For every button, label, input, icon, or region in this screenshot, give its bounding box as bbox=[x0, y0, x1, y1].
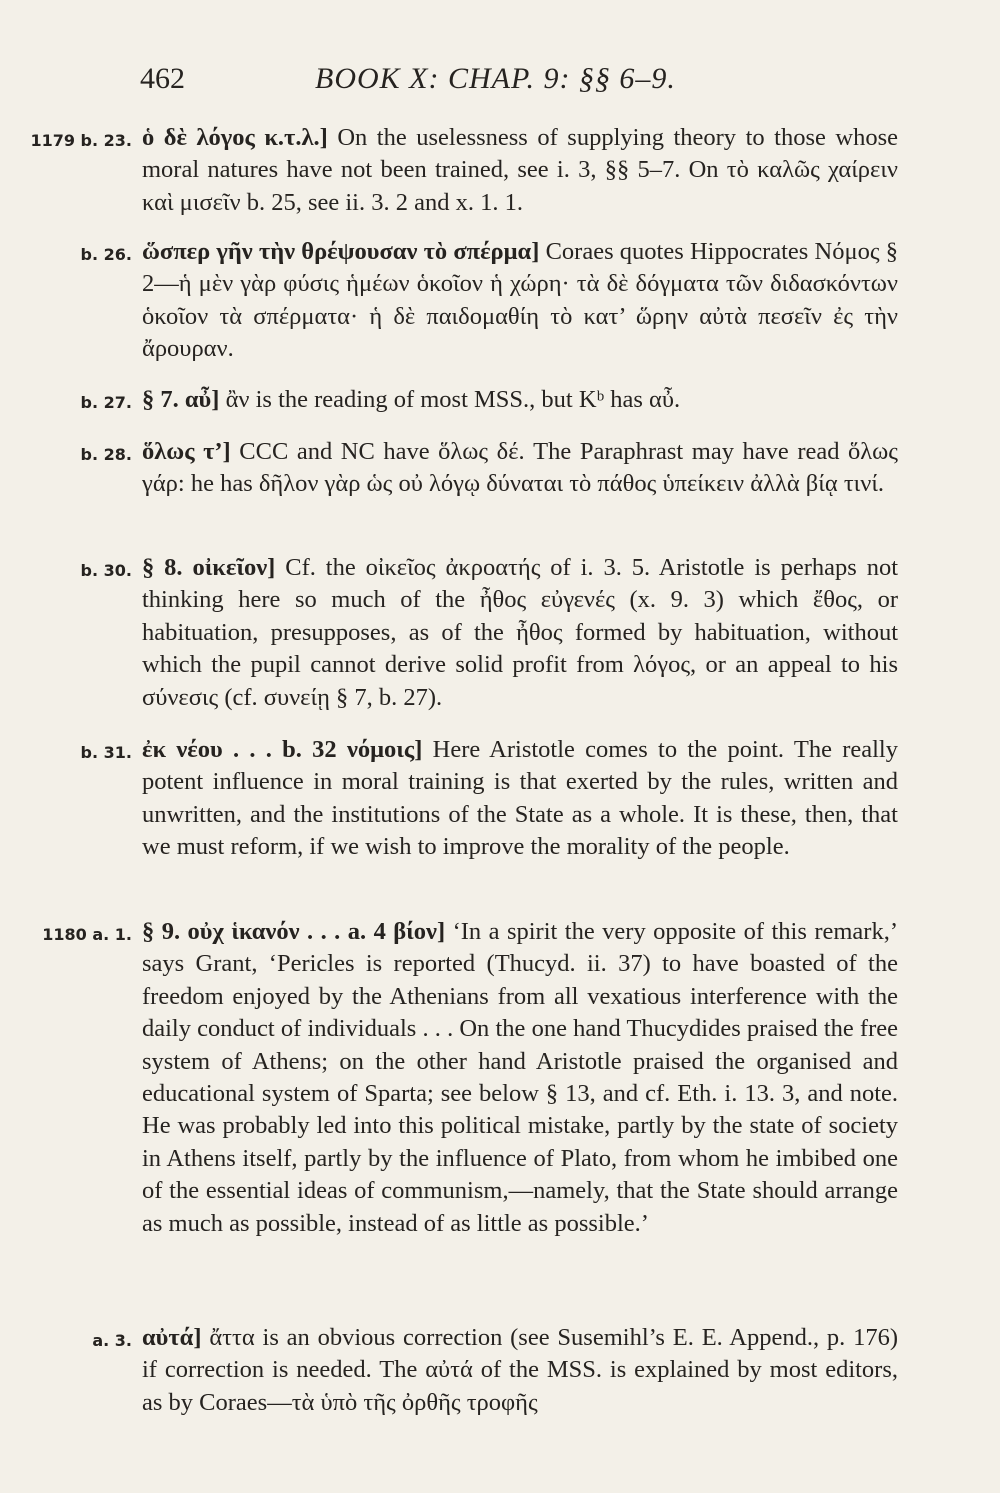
note-text: On the uselessness of supplying theory to those whose moral natures have not been trained, see i. 3, §§ 5–7. On τὸ καλῶς χαίρειν καὶ μισεῖν b. 25, see ii. 3. 2 and x. 1. 1. bbox=[142, 124, 898, 216]
note-lemma: ἐκ νέου . . . b. 32 νόμοις] bbox=[142, 736, 423, 763]
running-title: BOOK X: CHAP. 9: §§ 6–9. bbox=[315, 62, 676, 95]
note-reference: b. 26. bbox=[80, 245, 132, 264]
note-reference: b. 31. bbox=[80, 743, 132, 762]
note-lemma: § 7. αὖ] bbox=[142, 386, 220, 413]
note-text: ‘In a spirit the very opposite of this remark,’ says Grant, ‘Pericles is reported (Thucyd. ii. 37) to have boasted of the freedom enjoyed by the Athenians from all vexatious interference with the daily conduct of individuals . . . On the one hand Thucydides praised the free system of Athens; on the other hand Aristotle praised the organised and educational system of Sparta; see below § 13, and cf. Eth. i. 13. 3, and note. He was probably led into this political mistake, partly by the state of society in Athens itself, partly by the influence of Plato, from whom he imbibed one of the essential ideas of communism,—namely, that the State should arrange as much as possible, instead of as little as possible.’ bbox=[142, 918, 898, 1237]
note-reference: 1179 b. 23. bbox=[30, 131, 132, 150]
note-lemma: ὥσπερ γῆν τὴν θρέψουσαν τὸ σπέρμα] bbox=[142, 238, 540, 265]
note-reference: b. 28. bbox=[80, 445, 132, 464]
note-lemma: § 9. οὐχ ἱκανόν . . . a. 4 βίον] bbox=[142, 918, 446, 945]
page-header bbox=[140, 62, 900, 106]
note-body bbox=[142, 916, 898, 1240]
note-body bbox=[142, 236, 898, 366]
note-lemma: ὁ δὲ λόγος κ.τ.λ.] bbox=[142, 124, 328, 151]
note-body bbox=[142, 436, 898, 501]
note-text: Here Aristotle comes to the point. The really potent influence in moral training is that exerted by the rules, written and unwritten, and the institutions of the State as a whole. It is these, then, that we must reform, if we wish to improve the morality of the people. bbox=[142, 736, 898, 861]
note-reference: b. 27. bbox=[80, 393, 132, 412]
note-text: ἄττα is an obvious correction (see Susemihl’s E. E. Append., p. 176) if correction is needed. The αὐτά of the MSS. is explained by most editors, as by Coraes—τὰ ὑπὸ τῆς ὀρθῆς τροφῆς bbox=[142, 1324, 898, 1416]
note-body bbox=[142, 122, 898, 219]
note-text: Cf. the οἰκεῖος ἀκροατής of i. 3. 5. Aristotle is perhaps not thinking here so much of the ἦθος εὐγενές (x. 9. 3) which ἔθος, or habituation, presupposes, as of the ἦθος formed by habituation, without which the pupil cannot derive solid profit from λόγος, or an appeal to his σύνεσις (cf. συνείῃ § 7, b. 27). bbox=[142, 554, 899, 711]
note-body bbox=[142, 552, 898, 714]
note-reference: b. 30. bbox=[80, 561, 132, 580]
note-lemma: § 8. οἰκεῖον] bbox=[142, 554, 276, 581]
note-lemma: ὅλως τ’] bbox=[142, 438, 231, 465]
note-text: ἂν is the reading of most MSS., but Kᵇ has αὖ. bbox=[219, 386, 681, 413]
page-number: 462 bbox=[140, 62, 185, 95]
note-text: Coraes quotes Hippocrates Νόμος § 2—ἡ μὲν γὰρ φύσις ἡμέων ὁκοῖον ἡ χώρη· τὰ δὲ δόγματα τῶν διδασκόντων ὁκοῖον τὰ σπέρματα· ἡ δὲ παιδομαθίη τὸ κατ’ ὥρην αὐτὰ πεσεῖν ἐς τὴν ἄρουραν. bbox=[142, 238, 898, 363]
note-reference: 1180 a. 1. bbox=[42, 925, 132, 944]
note-body bbox=[142, 1322, 898, 1419]
note-text: CCC and NC have ὅλως δέ. The Paraphrast may have read ὅλως γάρ: he has δῆλον γὰρ ὡς οὐ λόγῳ δύναται τὸ πάθος ὑπείκειν ἀλλὰ βίᾳ τινί. bbox=[142, 438, 899, 498]
note-reference: a. 3. bbox=[92, 1331, 132, 1350]
note-body bbox=[142, 734, 898, 864]
note-body bbox=[142, 384, 898, 416]
note-lemma: αὐτά] bbox=[142, 1324, 202, 1351]
